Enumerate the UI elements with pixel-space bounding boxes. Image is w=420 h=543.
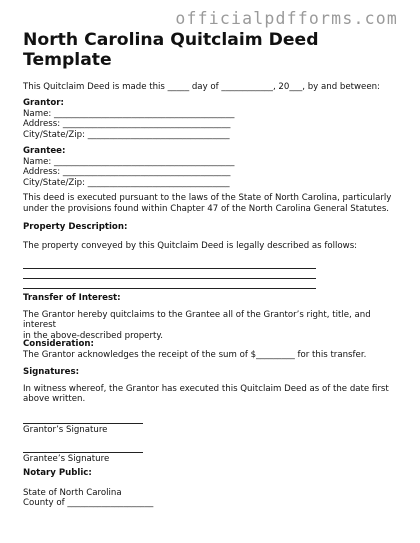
law-line-1: This deed is executed pursuant to the laws of the State of North Carolina, particularly <box>23 193 392 203</box>
grantor-signature-block <box>23 417 143 436</box>
consideration-section <box>23 339 403 360</box>
grantee-signature-label: Grantee’s Signature <box>23 454 110 464</box>
title-line-2: Template <box>23 50 112 70</box>
intro-text: This Quitclaim Deed is made this _____ day of ____________, 20___, by and between: <box>23 82 380 92</box>
signatures-section <box>23 367 403 405</box>
property-description-lines <box>23 257 316 289</box>
description-line <box>23 257 316 269</box>
property-heading: Property Description: <box>23 222 128 232</box>
law-paragraph <box>23 193 403 214</box>
deed-document <box>23 30 403 509</box>
consideration-text: The Grantor acknowledges the receipt of the sum of $_________ for this transfer. <box>23 349 367 360</box>
transfer-line-2: in the above-described property. <box>23 330 163 341</box>
description-line <box>23 269 316 279</box>
notary-heading: Notary Public: <box>23 468 92 478</box>
grantee-section <box>23 146 403 188</box>
grantee-name-field: Name: __________________________________________ <box>23 156 235 167</box>
grantor-section <box>23 98 403 140</box>
title-line-1: North Carolina Quitclaim Deed <box>23 30 319 50</box>
notary-section <box>23 468 403 509</box>
transfer-heading: Transfer of Interest: <box>23 293 121 303</box>
watermark: officialpdfforms.com <box>175 9 398 28</box>
transfer-line-1: The Grantor hereby quitclaims to the Grantee all of the Grantor’s right, title, and interest <box>23 309 371 331</box>
notary-county: County of ____________________ <box>23 498 154 509</box>
grantor-city-field: City/State/Zip: _________________________________ <box>23 129 230 140</box>
grantor-address-field: Address: _______________________________________ <box>23 119 231 130</box>
description-line <box>23 279 316 289</box>
page-title <box>23 30 403 70</box>
grantor-signature-label: Grantor’s Signature <box>23 425 108 435</box>
property-section <box>23 222 403 289</box>
law-line-2: under the provisions found within Chapter 47 of the North Carolina General Statutes. <box>23 203 390 214</box>
grantee-heading: Grantee: <box>23 146 66 156</box>
grantee-signature-line <box>23 446 143 453</box>
grantee-address-field: Address: _______________________________________ <box>23 167 231 178</box>
grantor-name-field: Name: __________________________________________ <box>23 108 235 119</box>
grantor-heading: Grantor: <box>23 98 64 108</box>
grantor-signature-line <box>23 417 143 424</box>
grantee-city-field: City/State/Zip: _________________________________ <box>23 177 230 188</box>
signatures-line-1: In witness whereof, the Grantor has executed this Quitclaim Deed as of the date first <box>23 383 389 394</box>
consideration-heading: Consideration: <box>23 339 94 349</box>
property-text: The property conveyed by this Quitclaim Deed is legally described as follows: <box>23 240 358 251</box>
signatures-line-2: above written. <box>23 394 86 405</box>
signatures-heading: Signatures: <box>23 367 80 377</box>
notary-state: State of North Carolina <box>23 487 122 498</box>
transfer-section <box>23 293 403 341</box>
grantee-signature-block <box>23 446 143 465</box>
